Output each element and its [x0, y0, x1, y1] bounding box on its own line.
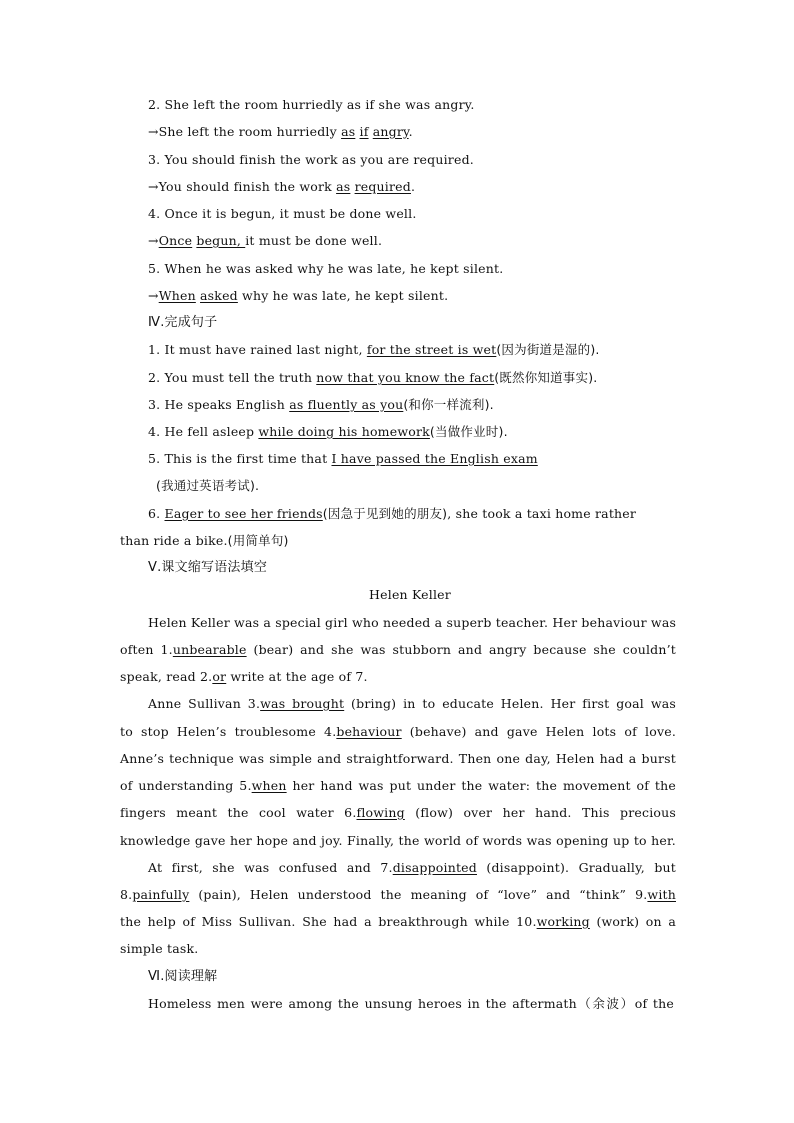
- passage-line: fingers meant the cool water 6.flowing (flow) over her hand. This precious: [120, 805, 676, 820]
- completion-2: 2. You must tell the truth now that you know the fact(既然你知道事实).: [148, 370, 598, 385]
- answer-blank: Once: [158, 233, 193, 248]
- sentence-2: 2. She left the room hurriedly as if she was angry.: [148, 97, 475, 112]
- passage-line: the help of Miss Sullivan. She had a breakthrough while 10.working (work) on a: [120, 914, 676, 929]
- answer-blank: as: [341, 124, 356, 139]
- reading-line: Homeless men were among the unsung heroes in the aftermath（余波）of the: [148, 996, 674, 1011]
- passage-line: of understanding 5.when her hand was put under the water: the movement of the: [120, 778, 677, 793]
- answer-blank: required: [354, 179, 411, 194]
- passage-line: speak, read 2.or write at the age of 7.: [120, 669, 368, 684]
- answer-blank: begun,: [196, 233, 246, 248]
- passage-title: Helen Keller: [369, 587, 451, 602]
- answer-blank: flowing: [356, 805, 405, 820]
- completion-4: 4. He fell asleep while doing his homework(当做作业时).: [148, 424, 508, 439]
- answer-blank: painfully: [132, 887, 190, 902]
- answer-blank: or: [212, 669, 227, 684]
- answer-blank: if: [359, 124, 369, 139]
- answer-blank: while doing his homework: [258, 424, 430, 439]
- sentence-3: 3. You should finish the work as you are required.: [148, 152, 474, 167]
- answer-blank: for the street is wet: [366, 342, 497, 357]
- answer-blank: I have passed the English exam: [331, 451, 538, 466]
- completion-1: 1. It must have rained last night, for the street is wet(因为街道是湿的).: [148, 342, 600, 357]
- rewrite-4: →Once begun, it must be done well.: [148, 233, 383, 248]
- answer-blank: as: [336, 179, 351, 194]
- rewrite-3: →You should finish the work as required.: [148, 179, 416, 194]
- answer-blank: disappointed: [392, 860, 477, 875]
- passage-line: At first, she was confused and 7.disappointed (disappoint). Gradually, but: [148, 860, 677, 875]
- sentence-5: 5. When he was asked why he was late, he kept silent.: [148, 261, 504, 276]
- completion-3: 3. He speaks English as fluently as you(和你一样流利).: [148, 397, 494, 412]
- completion-5-hint: (我通过英语考试).: [156, 478, 260, 493]
- answer-blank: when: [251, 778, 287, 793]
- answer-blank: Eager to see her friends: [164, 506, 323, 521]
- answer-blank: asked: [200, 288, 238, 303]
- completion-5: 5. This is the first time that I have passed the English exam: [148, 451, 538, 466]
- answer-blank: as fluently as you: [289, 397, 404, 412]
- passage-line: to stop Helen’s troublesome 4.behaviour (behave) and gave Helen lots of love.: [120, 724, 676, 739]
- completion-6-line2: than ride a bike.(用简单句): [120, 533, 289, 548]
- answer-blank: When: [158, 288, 196, 303]
- section-heading-6: Ⅵ.阅读理解: [148, 969, 218, 984]
- passage-line: simple task.: [120, 941, 199, 956]
- passage-line: 8.painfully (pain), Helen understood the meaning of “love” and “think” 9.with: [120, 887, 676, 902]
- answer-blank: was brought: [260, 696, 345, 711]
- rewrite-2: →She left the room hurriedly as if angry.: [148, 124, 413, 139]
- section-heading-5: Ⅴ.课文缩写语法填空: [148, 560, 268, 575]
- answer-blank: unbearable: [172, 642, 247, 657]
- answer-blank: working: [536, 914, 590, 929]
- completion-6: 6. Eager to see her friends(因急于见到她的朋友), she took a taxi home rather: [148, 506, 637, 521]
- passage-line: Helen Keller was a special girl who needed a superb teacher. Her behaviour was: [148, 615, 677, 630]
- passage-line: often 1.unbearable (bear) and she was stubborn and angry because she couldn’t: [120, 642, 676, 657]
- passage-line: Anne’s technique was simple and straightforward. Then one day, Helen had a burst: [120, 751, 676, 766]
- passage-line: knowledge gave her hope and joy. Finally, the world of words was opening up to her.: [120, 833, 676, 848]
- answer-blank: angry: [372, 124, 409, 139]
- answer-blank: with: [647, 887, 676, 902]
- passage-line: Anne Sullivan 3.was brought (bring) in to educate Helen. Her first goal was: [148, 696, 676, 711]
- answer-blank: behaviour: [336, 724, 402, 739]
- rewrite-5: →When asked why he was late, he kept silent.: [148, 288, 449, 303]
- section-heading-4: Ⅳ.完成句子: [148, 315, 218, 330]
- sentence-4: 4. Once it is begun, it must be done well.: [148, 206, 417, 221]
- answer-blank: now that you know the fact: [316, 370, 495, 385]
